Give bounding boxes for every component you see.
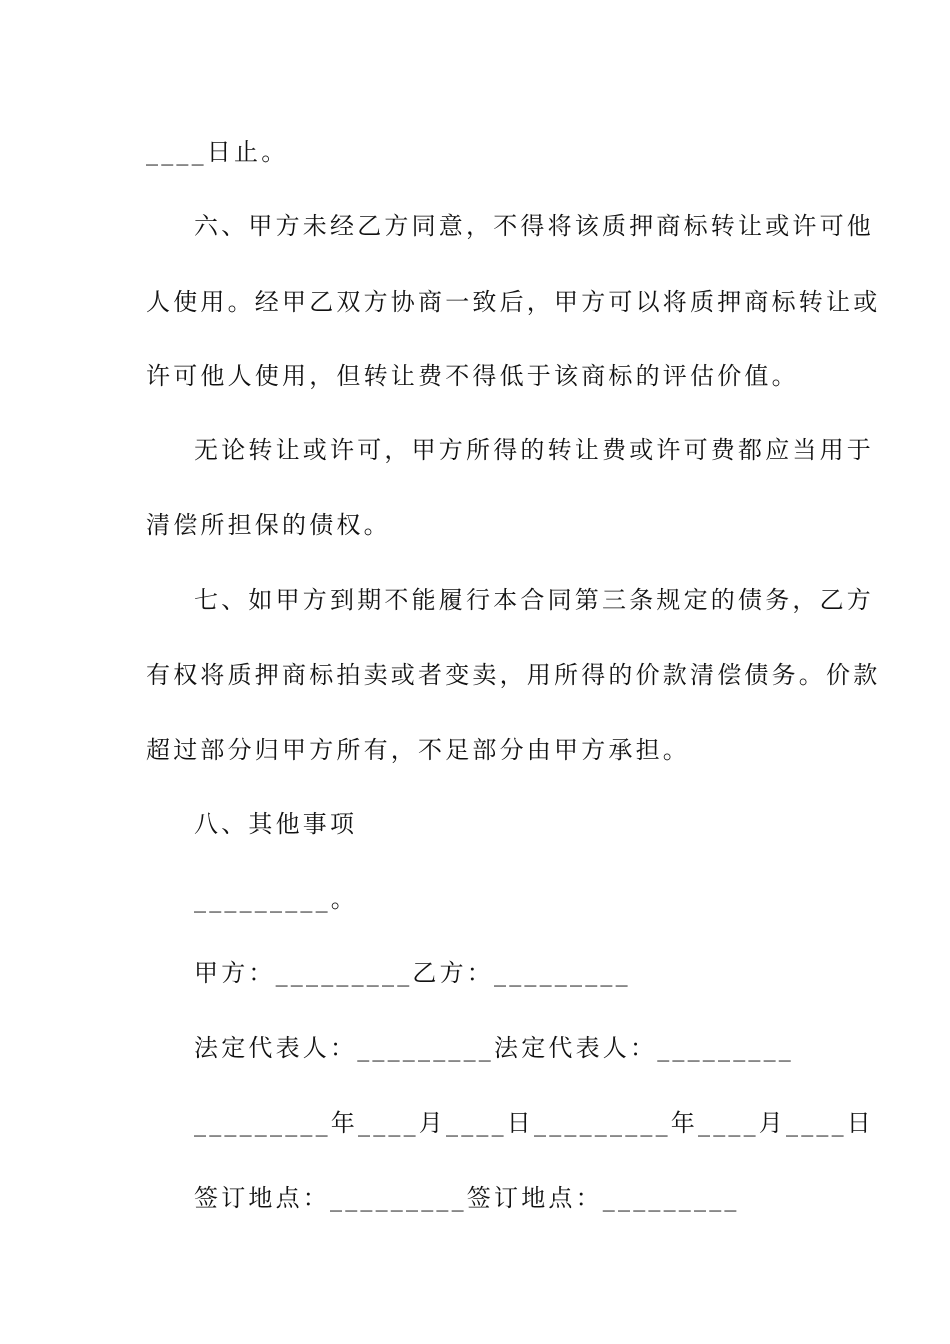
- party-signature-line: 甲方：_________乙方：_________: [194, 959, 631, 987]
- clause-7-paragraph-line-2: 有权将质押商标拍卖或者变卖，用所得的价款清偿债务。价款: [146, 661, 881, 689]
- clause-6-paragraph-line-1: 六、甲方未经乙方同意，不得将该质押商标转让或许可他: [194, 212, 874, 240]
- clause-8-heading: 八、其他事项: [194, 810, 358, 838]
- clause-6-transfer-fee-line-1: 无论转让或许可，甲方所得的转让费或许可费都应当用于: [194, 436, 874, 464]
- clause-6-paragraph-line-3: 许可他人使用，但转让费不得低于该商标的评估价值。: [146, 362, 799, 390]
- clause-7-paragraph-line-1: 七、如甲方到期不能履行本合同第三条规定的债务，乙方: [194, 586, 874, 614]
- clause-6-paragraph-line-2: 人使用。经甲乙双方协商一致后，甲方可以将质押商标转让或: [146, 288, 881, 316]
- signing-place-line: 签订地点：_________签订地点：_________: [194, 1184, 740, 1212]
- clause-6-transfer-fee-line-2: 清偿所担保的债权。: [146, 511, 391, 539]
- other-matters-blank: _________。: [194, 885, 358, 913]
- clause-5-end-date: ____日止。: [146, 138, 289, 166]
- signing-date-line: _________年____月____日_________年____月____日: [194, 1109, 874, 1137]
- legal-representative-line: 法定代表人：_________法定代表人：_________: [194, 1034, 794, 1062]
- clause-7-paragraph-line-3: 超过部分归甲方所有，不足部分由甲方承担。: [146, 736, 690, 764]
